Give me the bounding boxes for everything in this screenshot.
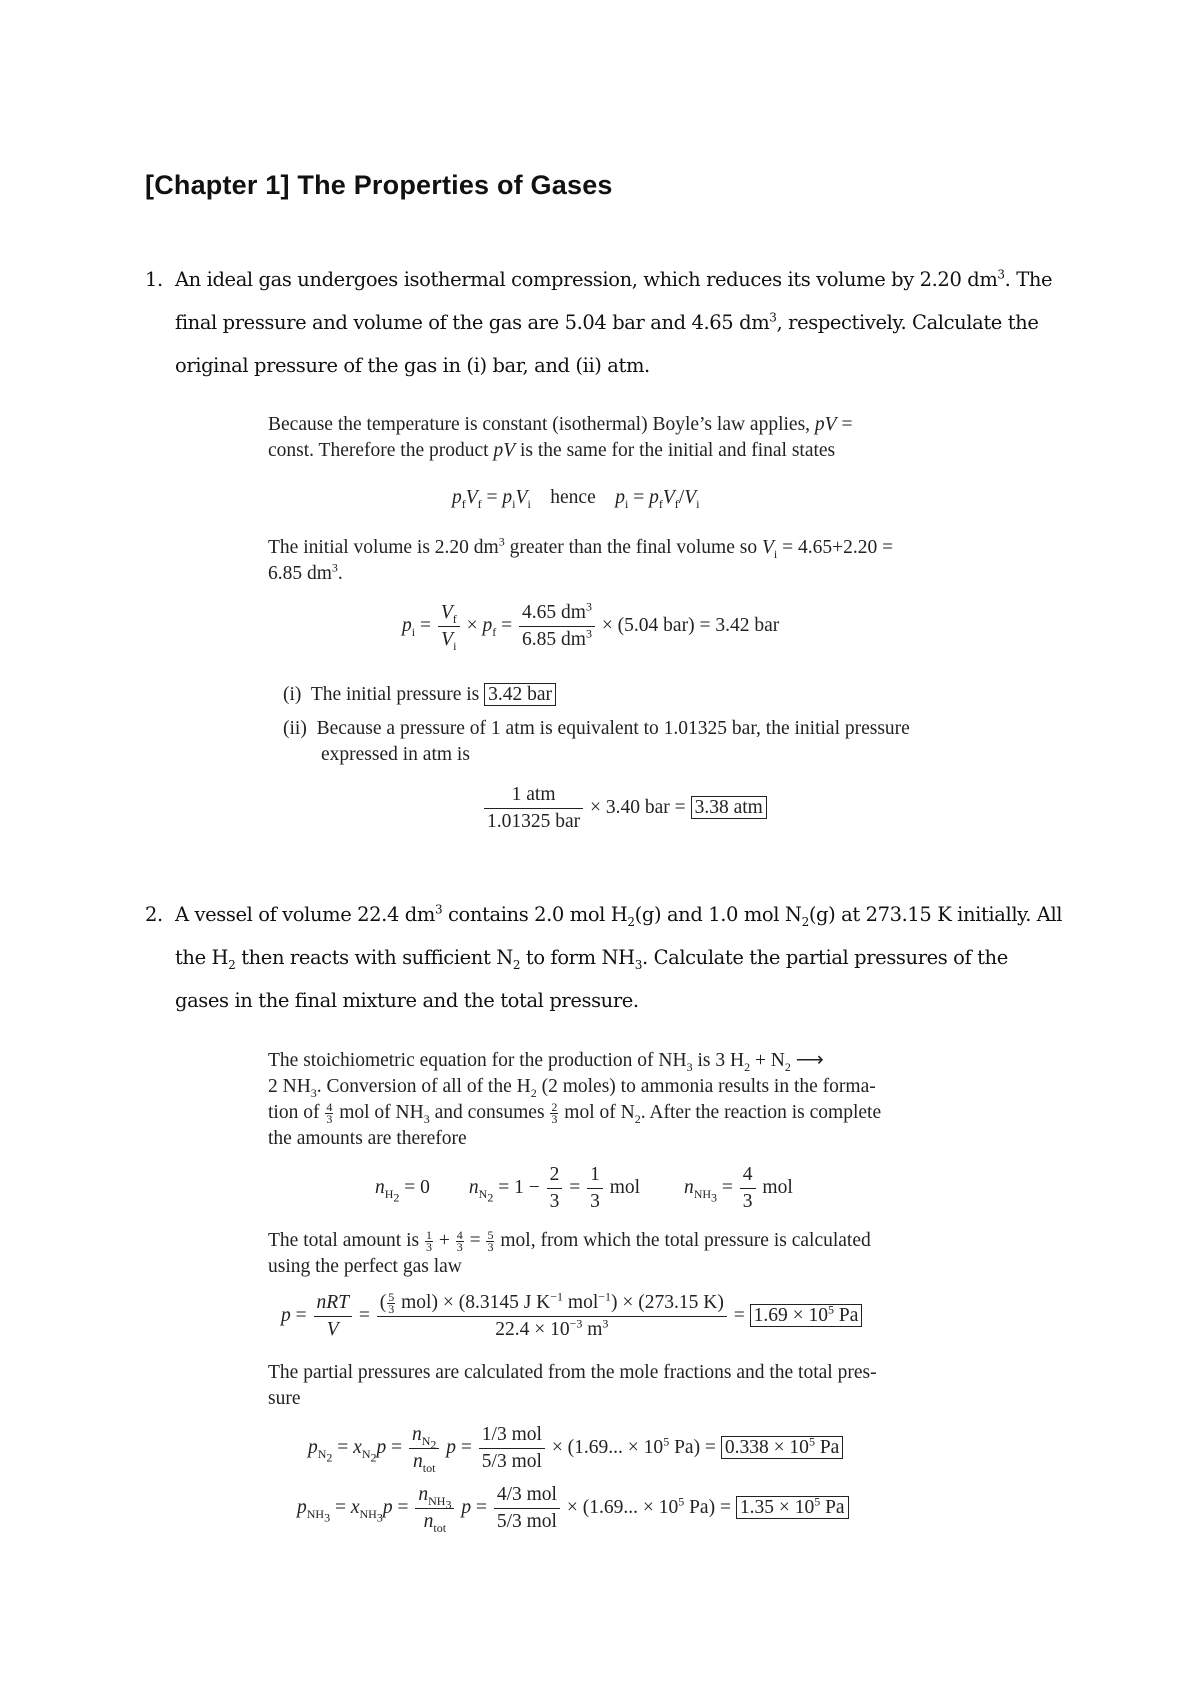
solution-1-intro: Because the temperature is constant (isothermal) Boyle’s law applies, pV = const. Therefore the product pV is the same for the initial and final states [268, 414, 853, 461]
pressure-equation: $p_i$ = $\frac{V_f}{V_i}$ × $p_f$ = $\frac{4.65 dm^3}{6.85 dm^3}$ × (5.04 bar) = 3.42 bar [402, 599, 780, 653]
pn2-equation: $p_{N_2} = x_{N_2}p$ = $\frac{n_{N_2}}{n_{tot}}$ p = $\frac{\text{1/3 mol}}{\text{5/3 mol}}$ × (1.69... × $10^5$ $Pa) = 0.338 \times 10^5$ Pa [308, 1422, 843, 1475]
answer-box: $1.69 \times 10^5$ Pa [750, 1304, 863, 1327]
problem-2 [145, 893, 1065, 1022]
atm-equation: $\frac{\text{1 atm}}{\text{1.01325 bar}}$ × 3.40 bar = 3.38 atm [482, 782, 767, 835]
pnh3-equation: $p_{NH_3} = x_{NH_3}p$ = $\frac{n_{NH_3}}{n_{tot}}$ p = $\frac{\text{4/3 mol}}{\text{5/3 mol}}$ × (1.69... × $10^5$ $Pa) = 1.35 \times 10^5$ Pa [297, 1482, 849, 1535]
total-pressure-equation: p = $\frac{\text{nRT}}{V}$ = ( $\frac{5}{3}$ mol) × (8.3145 J $K^{-1}$ mol$^{-1}$) × (273.15 K) $22.4 \times 10^{-3}$ $m^3$ = $1.69 \times 10^5$ Pa [281, 1290, 862, 1343]
problem-number: 2. [145, 903, 163, 926]
answer-box: 3.42 bar [484, 683, 556, 706]
problem-text: A vessel of volume 22.4 $dm^3$ contains 2.0 mol $H_2(g)$ and 1.0 mol $N_2(g)$ at 273.15 K initially. All the $H_2$ then reacts with sufficient $N_2$ to form $NH_3$. Calculate the partial pressures of the gases in the final mixture and the total pressure. [175, 902, 1063, 1012]
amounts-equation: $n_{H_2} = 0$ $n_{N_2} = 1$ − $\frac{2}{3}$ = $\frac{1}{3}$ mol $n_{NH_3}$ = $\frac{4}{3}$ mol [375, 1164, 793, 1212]
problem-number: 1. [145, 268, 163, 291]
partial-pressures-text: The partial pressures are calculated from the mole fractions and the total pres- sure [268, 1362, 877, 1409]
answer-i: (i) The initial pressure is 3.42 bar [283, 682, 963, 708]
problem-text: An ideal gas undergoes isothermal compression, which reduces its volume by 2.20 $dm^3$. The final pressure and volume of the gas are 5.04 bar and 4.65 $dm^3$, respectively. Calculate the original pressure of the gas in (i) bar, and (ii) atm. [175, 267, 1053, 377]
problem-1 [145, 258, 1065, 387]
chapter-heading: [Chapter 1] The Properties of Gases [145, 170, 613, 200]
answer-box: 3.38 atm [691, 796, 767, 819]
answer-ii: (ii) Because a pressure of 1 atm is equivalent to 1.01325 bar, the initial pressure expressed in atm is [283, 718, 910, 765]
answer-box: $1.35 \times 10^5$ Pa [736, 1496, 849, 1519]
boyle-equation: $p_fV_f = p_iV_i$ hence $p_i = p_fV_f/V_i$ [452, 487, 700, 511]
answer-box: $0.338 \times 10^5$ Pa [721, 1436, 844, 1459]
initial-volume-text: The initial volume is 2.20 $dm^3$ greater than the final volume so $V_i = 4.65+2.20$ = 6.85 $dm^3$. [268, 534, 894, 584]
total-amount-text: The total amount is $\frac{1}{3}$ + $\frac{4}{3}$ = $\frac{5}{3}$ mol, from which the total pressure is calculated using the perfect gas law [268, 1228, 871, 1277]
solution-2-intro: The stoichiometric equation for the production of $NH_3$ is 3 $H_2 + N_2$ ⟶ 2 $NH_3$. Conversion of all of the $H_2$ (2 moles) to ammonia results in the forma- tion of $\frac{4}{3}$ mol of $NH_3$ and consumes $\frac{2}{3}$ mol of $N_2$. After the reaction is complete the amounts are therefore [268, 1050, 882, 1149]
